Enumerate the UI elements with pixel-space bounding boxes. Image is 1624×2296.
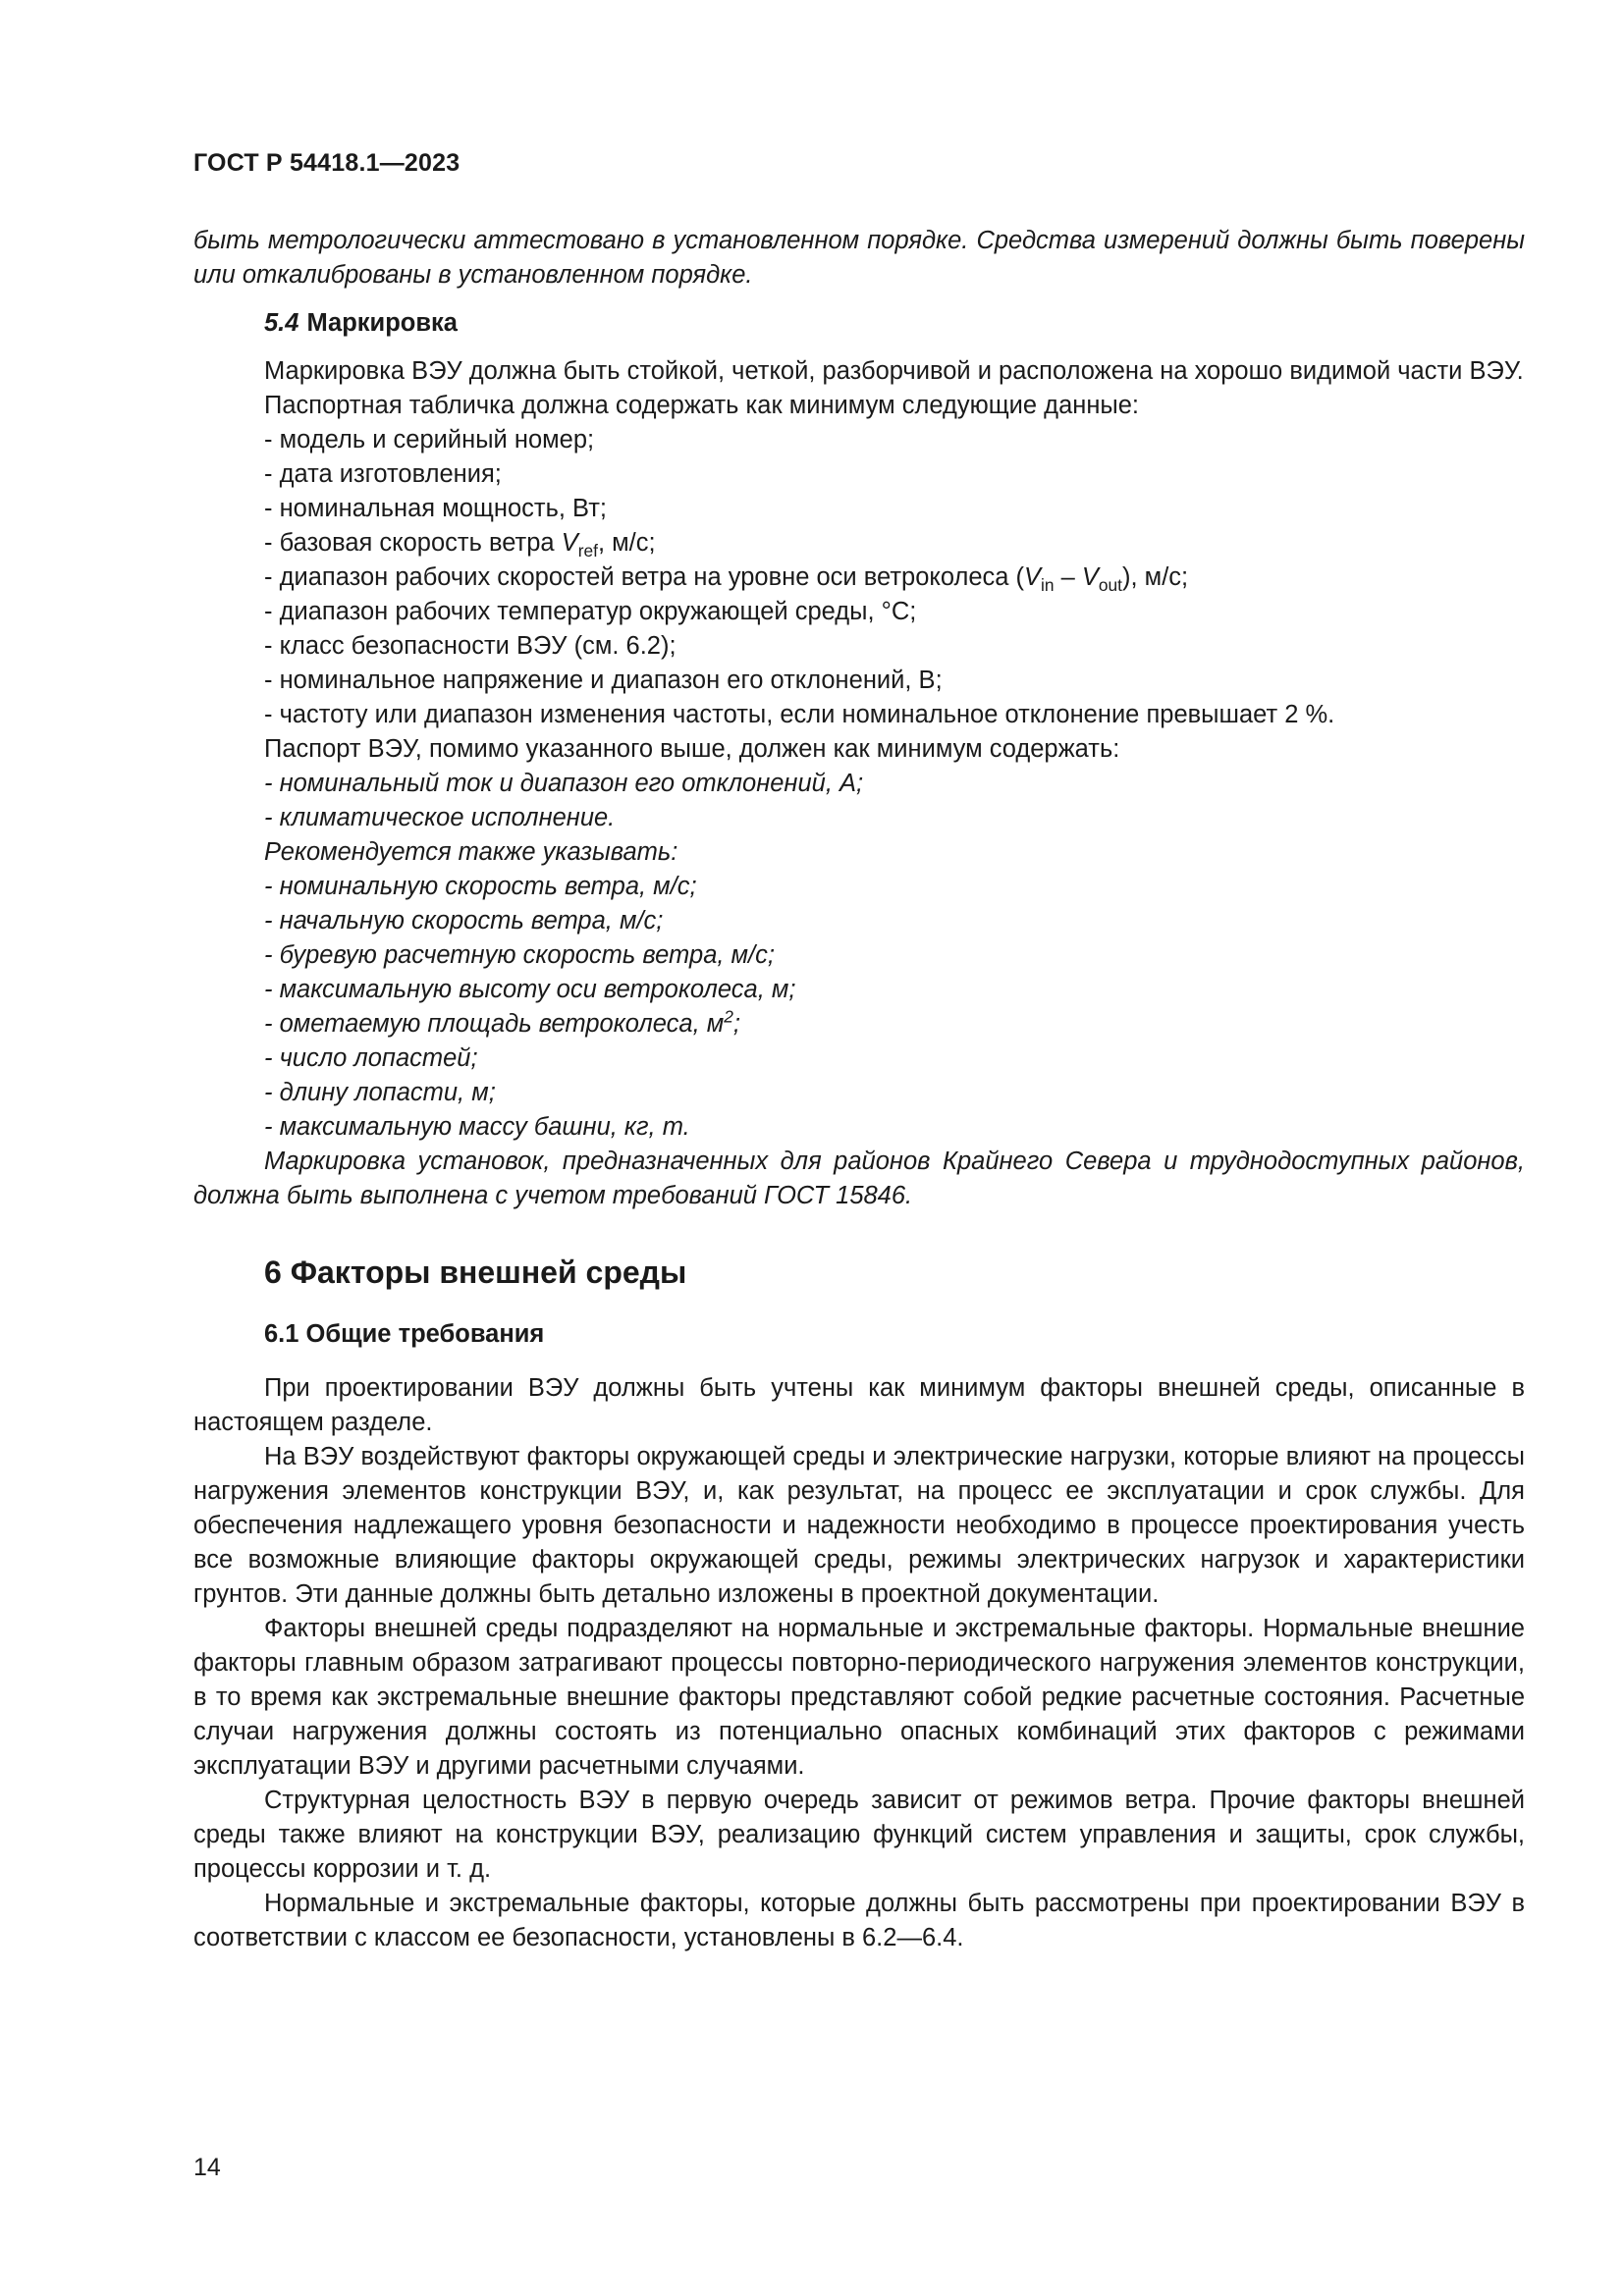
north-regions-note: Маркировка установок, предназначенных для районов Крайнего Севера и труднодоступных районов, должна быть выполнена с учетом требований ГОСТ 15846.: [193, 1148, 1525, 1209]
page-number: 14: [193, 2154, 221, 2181]
section-6-1-heading: 6.1 Общие требования: [264, 1320, 545, 1348]
list-item: - частоту или диапазон изменения частоты, если номинальное отклонение превышает 2 %.: [264, 701, 1335, 728]
section-number: 5.4: [264, 309, 299, 337]
list-item-vrange: - диапазон рабочих скоростей ветра на уровне оси ветроколеса $(V_{in} - V_{out})$, м/с;: [264, 563, 1189, 596]
list-item: - максимальную массу башни, кг, т.: [264, 1113, 690, 1141]
list-item: - начальную скорость ветра, м/с;: [264, 907, 664, 934]
section-6-paragraph: Факторы внешней среды подразделяют на нормальные и экстремальные факторы. Нормальные внешние факторы главным образом затрагивают процессы повторно-периодического нагружения элементов конструкции, в то время как экстремальные внешние факторы представляют собой редкие расчетные состояния. Расчетные случаи нагружения должны состоять из потенциально опасных комбинаций этих факторов с режимами эксплуатации ВЭУ и другими расчетными случаями.: [193, 1615, 1525, 1780]
document-body: [193, 224, 1525, 1955]
marking-intro-paragraph: Маркировка ВЭУ должна быть стойкой, четкой, разборчивой и расположена на хорошо видимой части ВЭУ.: [264, 357, 1524, 385]
continuation-paragraph: быть метрологически аттестовано в установленном порядке. Средства измерений должны быть поверены или откалиброваны в установленном порядке.: [193, 227, 1525, 289]
list-item: - длину лопасти, м;: [264, 1079, 496, 1106]
section-6-paragraph: Структурная целостность ВЭУ в первую очередь зависит от режимов ветра. Прочие факторы внешней среды также влияют на конструкции ВЭУ, реализацию функций систем управления и защиты, срок службы, процессы коррозии и т. д.: [193, 1787, 1525, 1883]
recommended-list: [193, 870, 1525, 1145]
list-item: - номинальный ток и диапазон его отклонений, А;: [264, 770, 864, 797]
list-item-vref: - базовая скорость ветра $V_{ref}$, м/с;: [264, 529, 656, 561]
list-item: - буревую расчетную скорость ветра, м/с;: [264, 941, 775, 969]
section-6-paragraph: На ВЭУ воздействуют факторы окружающей среды и электрические нагрузки, которые влияют на процессы нагружения элементов конструкции ВЭУ, и, как результат, на процесс ее эксплуатации и срок службы. Для обеспечения надлежащего уровня безопасности и надежности необходимо в процессе проектирования учесть все возможные влияющие факторы окружающей среды, режимы электрических нагрузок и характеристики грунтов. Эти данные должны быть детально изложены в проектной документации.: [193, 1443, 1525, 1608]
document-id-header: ГОСТ Р 54418.1—2023: [193, 149, 460, 177]
list-item: - класс безопасности ВЭУ (см. 6.2);: [264, 632, 677, 660]
plate-list: [193, 423, 1525, 732]
list-item: - максимальную высоту оси ветроколеса, м;: [264, 976, 796, 1003]
list-item: - модель и серийный номер;: [264, 426, 595, 454]
list-item: - дата изготовления;: [264, 460, 502, 488]
section-6-heading: 6 Факторы внешней среды: [264, 1255, 687, 1290]
list-item: - номинальная мощность, Вт;: [264, 495, 607, 522]
passport-lead-paragraph: Паспорт ВЭУ, помимо указанного выше, должен как минимум содержать:: [264, 735, 1120, 763]
list-item: - число лопастей;: [264, 1044, 478, 1072]
list-item: - диапазон рабочих температур окружающей среды, °С;: [264, 598, 917, 625]
recommended-lead-paragraph: Рекомендуется также указывать:: [264, 838, 678, 866]
section-6-paragraph: Нормальные и экстремальные факторы, которые должны быть рассмотрены при проектировании ВЭУ в соответствии с классом ее безопасности, установлены в 6.2—6.4.: [193, 1890, 1525, 1951]
list-item: - номинальную скорость ветра, м/с;: [264, 873, 697, 900]
section-title: Маркировка: [306, 309, 458, 337]
section-5-4-heading: [264, 306, 1525, 341]
list-item: - номинальное напряжение и диапазон его отклонений, В;: [264, 667, 943, 694]
list-item: - климатическое исполнение.: [264, 804, 616, 831]
plate-lead-paragraph: Паспортная табличка должна содержать как минимум следующие данные:: [264, 392, 1140, 419]
section-6-paragraph: При проектировании ВЭУ должны быть учтены как минимум факторы внешней среды, описанные в настоящем разделе.: [193, 1374, 1525, 1436]
passport-list: [193, 767, 1525, 835]
list-item-area: - ометаемую площадь ветроколеса, $м^2$;: [264, 1006, 740, 1038]
